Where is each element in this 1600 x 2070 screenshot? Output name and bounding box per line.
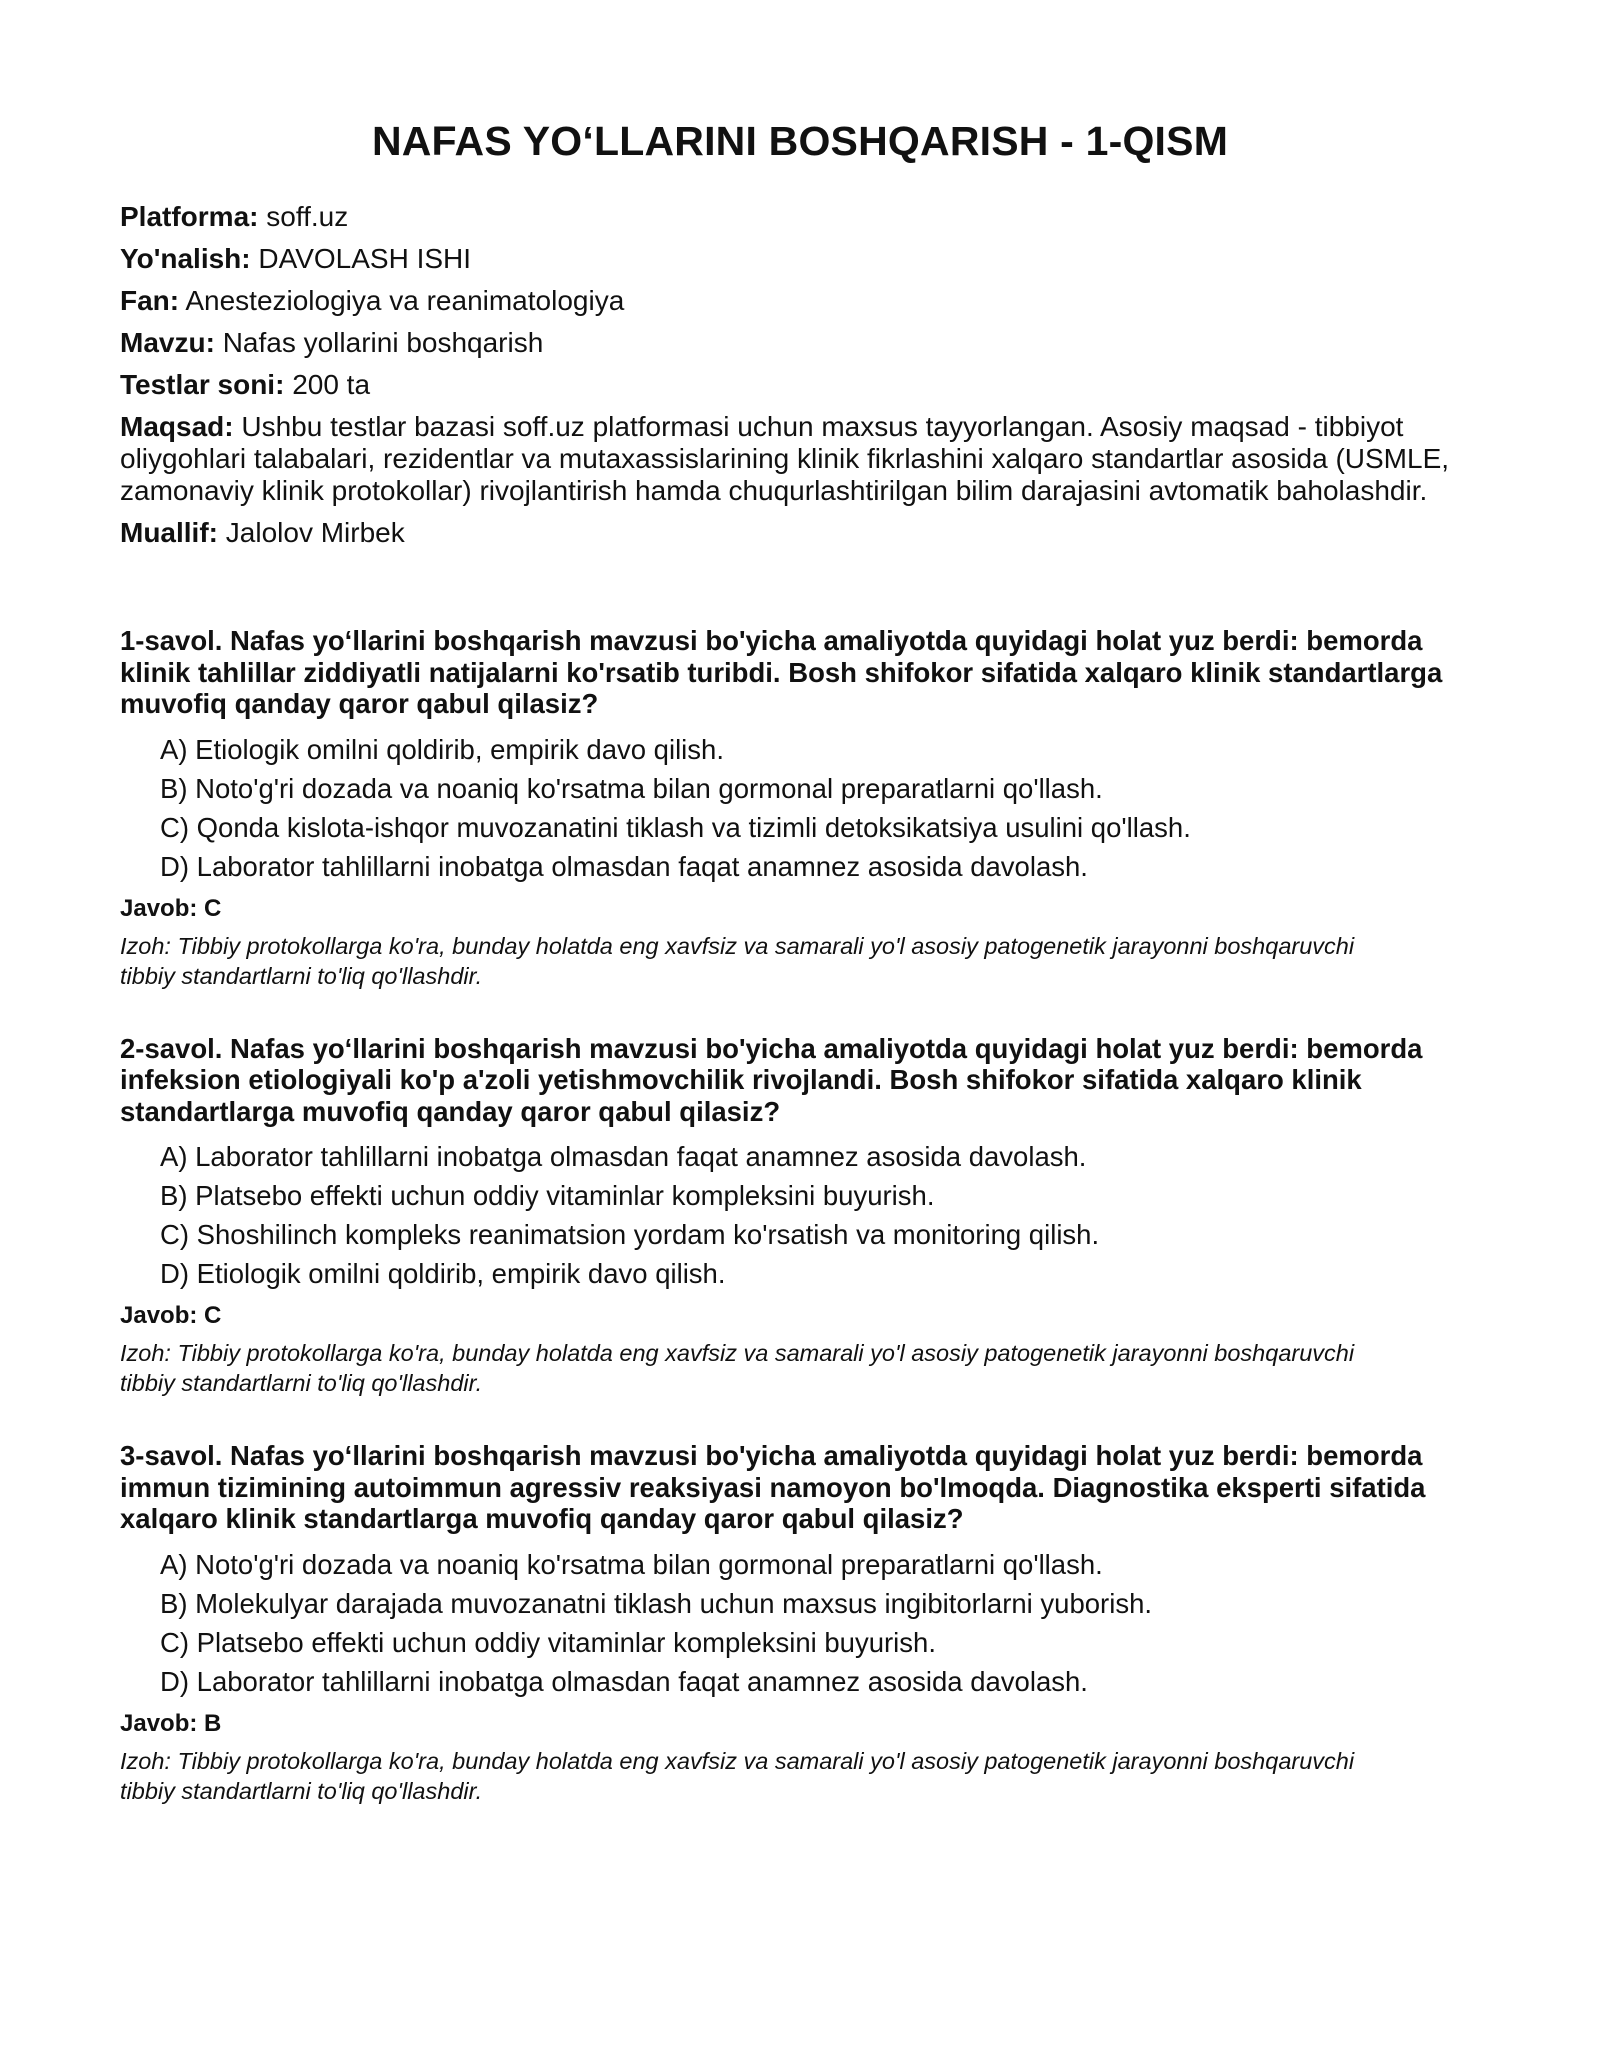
answer-option: D) Laborator tahlillarni inobatga olmasdan faqat anamnez asosida davolash. bbox=[160, 1665, 1088, 1697]
answer-options bbox=[120, 1141, 1480, 1290]
meta-value: DAVOLASH ISHI bbox=[258, 243, 472, 274]
answer-options bbox=[120, 734, 1480, 883]
meta-value: Anesteziologiya va reanimatologiya bbox=[185, 285, 625, 316]
question-block bbox=[120, 625, 1480, 991]
answer-option: D) Laborator tahlillarni inobatga olmasdan faqat anamnez asosida davolash. bbox=[160, 850, 1088, 882]
question-block bbox=[120, 1440, 1480, 1806]
answer-option: B) Platsebo effekti uchun oddiy vitaminlar kompleksini buyurish. bbox=[160, 1180, 935, 1211]
meta-direction bbox=[120, 243, 1480, 275]
meta-topic bbox=[120, 327, 1480, 359]
answer-option: C) Shoshilinch kompleks reanimatsion yordam ko'rsatish va monitoring qilish. bbox=[160, 1219, 1100, 1250]
explanation-note: Izoh: Tibbiy protokollarga ko'ra, bunday holatda eng xavfsiz va samarali yo'l asosiy patogenetik jarayonni boshqaruvchi tibbiy standartlarni to'liq qo'llashdir. bbox=[120, 932, 1355, 989]
answer-option: B) Molekulyar darajada muvozanatni tiklash uchun maxsus ingibitorlarni yuborish. bbox=[160, 1587, 1153, 1619]
document-title: NAFAS YO‘LLARINI BOSHQARISH - 1-QISM bbox=[371, 118, 1229, 164]
meta-label: Testlar soni: bbox=[120, 369, 285, 400]
correct-answer: Javob: B bbox=[120, 1709, 222, 1737]
explanation-note: Izoh: Tibbiy protokollarga ko'ra, bunday holatda eng xavfsiz va samarali yo'l asosiy patogenetik jarayonni boshqaruvchi tibbiy standartlarni to'liq qo'llashdir. bbox=[120, 1340, 1355, 1396]
meta-label: Maqsad: bbox=[120, 411, 234, 442]
answer-option: C) Platsebo effekti uchun oddiy vitaminlar kompleksini buyurish. bbox=[160, 1626, 936, 1658]
meta-label: Fan: bbox=[120, 285, 180, 316]
correct-answer: Javob: C bbox=[120, 894, 222, 922]
meta-platform bbox=[120, 201, 1480, 233]
meta-goal bbox=[120, 411, 1480, 507]
meta-author bbox=[120, 517, 1480, 549]
meta-value: soff.uz bbox=[266, 201, 349, 232]
answer-option: A) Noto'g'ri dozada va noaniq ko'rsatma bilan gormonal preparatlarni qo'llash. bbox=[160, 1548, 1103, 1580]
meta-test-count bbox=[120, 369, 1480, 401]
answer-option: A) Etiologik omilni qoldirib, empirik davo qilish. bbox=[160, 733, 724, 765]
question-list bbox=[120, 625, 1480, 1806]
answer-option: C) Qonda kislota-ishqor muvozanatini tiklash va tizimli detoksikatsiya usulini qo'llash. bbox=[160, 811, 1191, 843]
meta-label: Yo'nalish: bbox=[120, 243, 251, 274]
meta-label: Muallif: bbox=[120, 517, 218, 548]
answer-option: A) Laborator tahlillarni inobatga olmasdan faqat anamnez asosida davolash. bbox=[160, 1141, 1087, 1172]
meta-value: 200 ta bbox=[292, 369, 371, 400]
meta-value: Jalolov Mirbek bbox=[225, 517, 405, 548]
meta-label: Mavzu: bbox=[120, 327, 215, 358]
meta-label: Platforma: bbox=[120, 201, 259, 232]
meta-value: Ushbu testlar bazasi soff.uz platformasi uchun maxsus tayyorlangan. Asosiy maqsad - tibbiyot oliygohlari talabalari, rezidentlar va mutaxassislarining klinik fikrlashini xalqaro standartlar asosida (USMLE, zamonaviy klinik protokollar) rivojlantirish hamda chuqurlashtirilgan bilim darajasini avtomatik baholashdir. bbox=[120, 411, 1450, 506]
correct-answer: Javob: C bbox=[120, 1302, 222, 1329]
question-block bbox=[120, 1033, 1480, 1399]
meta-subject bbox=[120, 285, 1480, 317]
answer-options bbox=[120, 1549, 1480, 1698]
answer-option: B) Noto'g'ri dozada va noaniq ko'rsatma bilan gormonal preparatlarni qo'llash. bbox=[160, 772, 1103, 804]
document-metadata bbox=[120, 201, 1480, 549]
question-text: 2-savol. Nafas yo‘llarini boshqarish mavzusi bo'yicha amaliyotda quyidagi holat yuz berdi: bemorda infeksion etiologiyali ko'p a'zoli yetishmovchilik rivojlandi. Bosh shifokor sifatida xalqaro klinik standartlarga muvofiq qanday qaror qabul qilasiz? bbox=[120, 1032, 1423, 1127]
answer-option: D) Etiologik omilni qoldirib, empirik davo qilish. bbox=[160, 1258, 726, 1289]
question-text: 3-savol. Nafas yo‘llarini boshqarish mavzusi bo'yicha amaliyotda quyidagi holat yuz berdi: bemorda immun tizimining autoimmun agressiv reaksiyasi namoyon bo'lmoqda. Diagnostika eksperti sifatida xalqaro klinik standartlarga muvofiq qanday qaror qabul qilasiz? bbox=[120, 1440, 1426, 1534]
meta-value: Nafas yollarini boshqarish bbox=[222, 327, 544, 358]
explanation-note: Izoh: Tibbiy protokollarga ko'ra, bunday holatda eng xavfsiz va samarali yo'l asosiy patogenetik jarayonni boshqaruvchi tibbiy standartlarni to'liq qo'llashdir. bbox=[120, 1747, 1355, 1804]
question-text: 1-savol. Nafas yo‘llarini boshqarish mavzusi bo'yicha amaliyotda quyidagi holat yuz berdi: bemorda klinik tahlillar ziddiyatli natijalarni ko'rsatib turibdi. Bosh shifokor sifatida xalqaro klinik standartlarga muvofiq qanday qaror qabul qilasiz? bbox=[120, 625, 1443, 719]
